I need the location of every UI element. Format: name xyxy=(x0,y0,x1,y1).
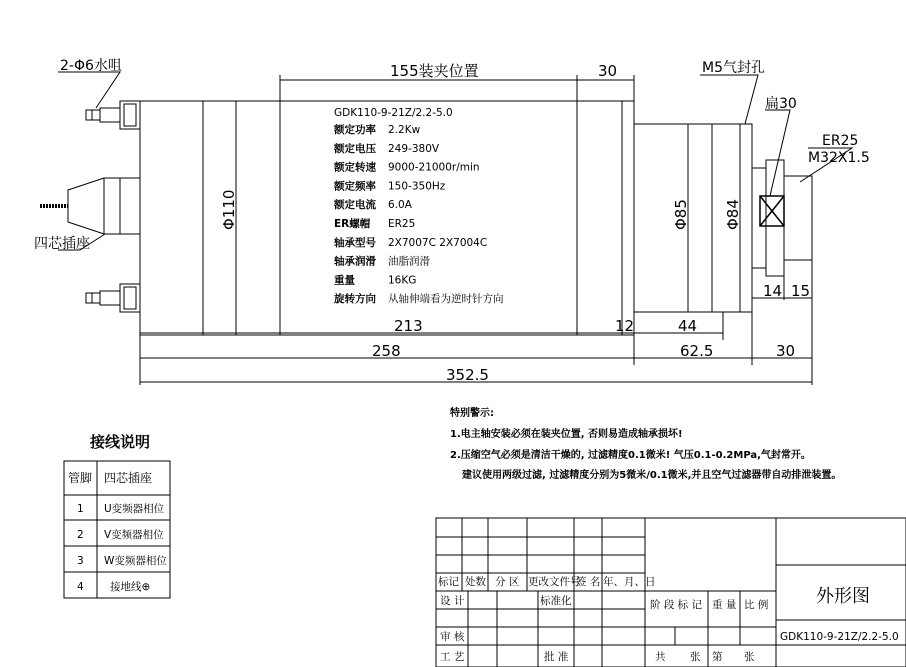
er-collet-label: ER25 xyxy=(822,133,859,149)
dim-258: 258 xyxy=(372,342,401,360)
tb-total: 共 xyxy=(655,651,666,663)
nameplate-value: 6.0A xyxy=(388,199,412,212)
nameplate-value: 从轴伸端看为逆时针方向 xyxy=(388,293,504,306)
tb-date: 年、月、日 xyxy=(603,576,656,588)
wiring-desc-3: W变频器相位 xyxy=(104,555,167,567)
tb-stage-mark: 阶 段 标 记 xyxy=(650,599,703,611)
water-nozzle-bottom xyxy=(86,284,140,312)
dim-nose-diameter: Φ85 xyxy=(672,199,690,230)
tb-design: 设 计 xyxy=(440,595,465,607)
socket-label: 四芯插座 xyxy=(34,236,90,252)
nameplate-value: 9000-21000r/min xyxy=(388,161,480,174)
wiring-desc-2: V变频器相位 xyxy=(104,529,164,541)
wiring-title: 接线说明 xyxy=(90,433,151,451)
nameplate-value: 150-350Hz xyxy=(388,180,446,193)
note-line-1: 1.电主轴安装必须在装夹位置, 否则易造成轴承损坏! xyxy=(450,429,683,440)
nameplate-value: 249-380V xyxy=(388,142,440,155)
thread-label: M32X1.5 xyxy=(808,150,870,166)
model-text: GDK110-9-21Z/2.2-5.0 xyxy=(334,107,453,119)
dim-62-5: 62.5 xyxy=(680,342,714,360)
dim-clamp: 155装夹位置 xyxy=(390,62,479,80)
tb-scale: 比 例 xyxy=(744,599,769,611)
dim-12: 12 xyxy=(615,317,635,335)
nameplate-label: ER螺帽 xyxy=(334,218,371,230)
nameplate-value: 16KG xyxy=(388,274,417,287)
note-line-2: 2.压缩空气必须是清洁干燥的, 过滤精度0.1微米! 气压0.1-0.2MPa,气封常开。 xyxy=(450,450,811,461)
tb-zone: 分 区 xyxy=(495,576,520,588)
dim-352-5: 352.5 xyxy=(446,366,489,384)
tb-drawing-name: 外形图 xyxy=(816,586,870,607)
wiring-pin-1: 1 xyxy=(77,503,84,515)
dim-14: 14 xyxy=(763,282,783,300)
spindle-body xyxy=(140,101,634,335)
tb-signature: 签 名 xyxy=(576,576,601,588)
tb-standard: 标准化 xyxy=(540,595,572,607)
nameplate-label: 额定功率 xyxy=(334,124,376,136)
water-nozzle-label: 2-Φ6水咀 xyxy=(60,58,122,74)
tb-approve: 批 准 xyxy=(544,651,569,663)
tb-change-doc: 更改文件号 xyxy=(528,576,581,588)
four-pin-socket xyxy=(40,178,140,234)
nameplate-value: 油脂润滑 xyxy=(388,255,430,268)
wiring-pin-3: 3 xyxy=(77,555,84,567)
warning-notes xyxy=(450,406,841,481)
dim-nose-inner-diameter: Φ84 xyxy=(724,199,742,230)
tb-mark: 标记 xyxy=(438,576,459,588)
dim-body-diameter: Φ110 xyxy=(220,189,238,230)
nameplate-label: 轴承润滑 xyxy=(334,255,376,268)
tb-page: 第 xyxy=(712,651,723,663)
nameplate-value: ER25 xyxy=(388,218,416,230)
water-nozzle-top xyxy=(86,101,140,129)
tb-review: 审 核 xyxy=(440,631,465,643)
wiring-pin-4: 4 xyxy=(77,581,84,593)
dim-44: 44 xyxy=(678,317,698,335)
flat-label: 扁30 xyxy=(765,96,797,112)
dim-15: 15 xyxy=(791,282,811,300)
nameplate-label: 轴承型号 xyxy=(334,236,376,249)
nameplate-label: 额定电压 xyxy=(334,142,376,155)
dim-top-30: 30 xyxy=(598,62,618,80)
nameplate-label: 额定转速 xyxy=(334,161,376,174)
wiring-header-socket: 四芯插座 xyxy=(104,471,153,485)
wiring-desc-1: U变频器相位 xyxy=(104,503,165,515)
dim-213: 213 xyxy=(394,317,423,335)
nameplate xyxy=(333,107,504,305)
note-line-3: 建议使用两级过滤, 过滤精度分别为5微米/0.1微米,并且空气过滤器带自动排泄装置。 xyxy=(462,470,842,481)
nameplate-label: 额定电流 xyxy=(334,199,376,212)
tb-process: 工 艺 xyxy=(440,651,465,663)
tb-sheet: 张 xyxy=(690,651,701,663)
wiring-header-pin: 管脚 xyxy=(68,471,93,485)
wiring-pin-2: 2 xyxy=(77,529,84,541)
tb-weight: 重 量 xyxy=(712,599,737,611)
tb-drawing-no: GDK110-9-21Z/2.2-5.0 xyxy=(780,631,899,643)
er-nut xyxy=(766,160,784,276)
notes-title: 特别警示: xyxy=(450,408,494,419)
nameplate-value: 2X7007C 2X7004C xyxy=(388,236,488,249)
tb-count: 处数 xyxy=(465,576,486,588)
tb-sheet-2: 张 xyxy=(744,651,755,663)
nameplate-label: 旋转方向 xyxy=(334,293,376,306)
nameplate-value: 2.2Kw xyxy=(388,124,421,136)
nameplate-label: 额定频率 xyxy=(334,180,376,193)
nameplate-label: 重量 xyxy=(334,274,355,287)
dim-30: 30 xyxy=(776,342,796,360)
wiring-desc-4: 接地线⊕ xyxy=(110,581,151,593)
air-hole-label: M5气封孔 xyxy=(702,60,765,76)
